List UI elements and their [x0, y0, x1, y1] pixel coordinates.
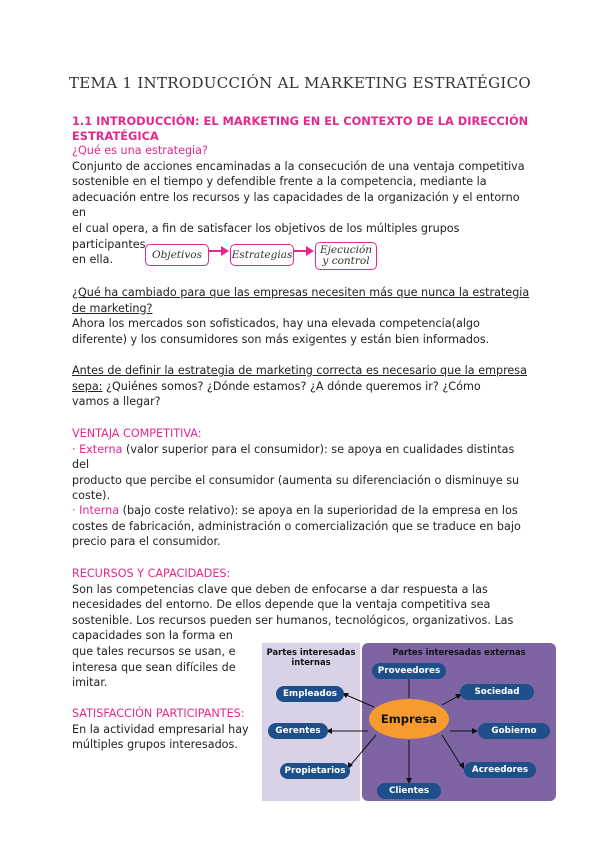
change-answer: Ahora los mercados son sofisticados, hay una elevada competencia(algo	[72, 317, 480, 331]
interna-label: · Interna	[72, 504, 120, 517]
recursos-text: Son las competencias clave que deben de enfocarse a dar respuesta a las	[72, 582, 488, 596]
externa-text-cont: producto que percibe el consumidor (aumenta su diferenciación o disminuye su	[72, 473, 520, 487]
section-ventaja	[72, 426, 532, 504]
recursos-text: interesa que sean difíciles de	[72, 660, 236, 674]
change-question-cont: de marketing?	[72, 301, 153, 315]
section-heading-cont: ESTRATÉGICA	[72, 128, 159, 143]
interna-text: (bajo coste relativo): se apoya en la superioridad de la empresa en los	[119, 504, 518, 517]
stakeholder-diagram	[262, 643, 556, 801]
recursos-text: que tales recursos se usan, e	[72, 644, 236, 658]
flow-objectives: Objetivos	[145, 244, 209, 266]
interna-text-cont: costes de fabricación, administración o comercialización que se traduce en bajo	[72, 519, 521, 533]
section-before	[72, 363, 532, 410]
externa-text: (valor superior para el consumidor): se apoya en cualidades distintas del	[72, 442, 515, 472]
node-proveedores: Proveedores	[372, 663, 446, 679]
satisfaccion-text: En la actividad empresarial hay	[72, 722, 249, 736]
recursos-text: necesidades del entorno. De ellos depende que la ventaja competitiva sea	[72, 598, 491, 612]
before-questions-cont: vamos a llegar?	[72, 395, 161, 409]
flow-execution-line1: Ejecución	[319, 244, 373, 256]
definition-line: en ella.	[72, 253, 114, 267]
node-propietarios: Propietarios	[280, 763, 350, 779]
change-answer-cont: diferente) y los consumidores son más exigentes y están bien informados.	[72, 332, 490, 346]
center-node-empresa: Empresa	[369, 699, 449, 739]
node-gobierno: Gobierno	[478, 723, 550, 739]
connector-acreedores	[442, 735, 462, 767]
flow-arrowhead	[221, 246, 229, 256]
internal-title-line1: Partes interesadas	[266, 647, 356, 657]
internal-panel-title	[262, 648, 360, 667]
external-panel-title: Partes interesadas externas	[392, 647, 526, 657]
node-acreedores: Acreedores	[464, 762, 536, 778]
strategy-flow-diagram	[145, 242, 415, 270]
node-clientes: Clientes	[377, 783, 441, 799]
document-title: TEMA 1 INTRODUCCIÓN AL MARKETING ESTRATÉGICO	[69, 74, 531, 92]
recursos-heading: RECURSOS Y CAPACIDADES:	[72, 567, 231, 580]
definition-line: sostenible en el tiempo y defendible frente a la competencia, mediante la	[72, 175, 487, 189]
section-interna	[72, 503, 532, 550]
definition-line: el cual opera, a fin de satisfacer los objetivos de los múltiples grupos participantes	[72, 221, 460, 251]
flow-execution-line2: y control	[322, 255, 370, 267]
ventaja-heading: VENTAJA COMPETITIVA:	[72, 427, 202, 440]
before-statement: Antes de definir la estrategia de marketing correcta es necesario que la empresa	[72, 364, 527, 377]
change-question: ¿Qué ha cambiado para que las empresas necesiten más que nunca la estrategia	[72, 286, 530, 299]
connector-empleados	[344, 694, 374, 707]
definition-line: adecuación entre los recursos y las capacidades de la organización y el entorno en	[72, 190, 520, 220]
recursos-text: imitar.	[72, 676, 108, 690]
strategy-question: ¿Qué es una estrategia?	[72, 144, 208, 157]
section-satisfaccion	[72, 706, 257, 753]
internal-title-line2: internas	[291, 656, 331, 667]
recursos-text: sostenible. Los recursos pueden ser humanos, tecnológicos, organizativos. Las	[72, 613, 514, 627]
node-sociedad: Sociedad	[460, 684, 534, 700]
flow-strategies: Estrategias	[230, 244, 294, 266]
before-statement-cont: sepa:	[72, 379, 103, 393]
recursos-text: capacidades son la forma en	[72, 629, 233, 643]
section-change	[72, 285, 532, 347]
satisfaccion-heading: SATISFACCIÓN PARTICIPANTES:	[72, 707, 245, 720]
interna-text-cont: precio para el consumidor.	[72, 535, 221, 549]
definition-line: Conjunto de acciones encaminadas a la consecución de una ventaja competitiva	[72, 159, 525, 173]
satisfaccion-text: múltiples grupos interesados.	[72, 738, 238, 752]
externa-label: · Externa	[72, 442, 123, 456]
before-questions: ¿Quiénes somos? ¿Dónde estamos? ¿A dónde queremos ir? ¿Cómo	[102, 379, 481, 393]
node-empleados: Empleados	[276, 686, 344, 702]
section-heading: 1.1 INTRODUCCIÓN: EL MARKETING EN EL CONTEXTO DE LA DIRECCIÓN	[72, 114, 529, 128]
connector-propietarios	[349, 735, 376, 767]
flow-execution	[315, 242, 377, 270]
flow-arrowhead	[306, 246, 314, 256]
externa-text-cont: coste).	[72, 489, 111, 503]
node-gerentes: Gerentes	[268, 723, 328, 739]
